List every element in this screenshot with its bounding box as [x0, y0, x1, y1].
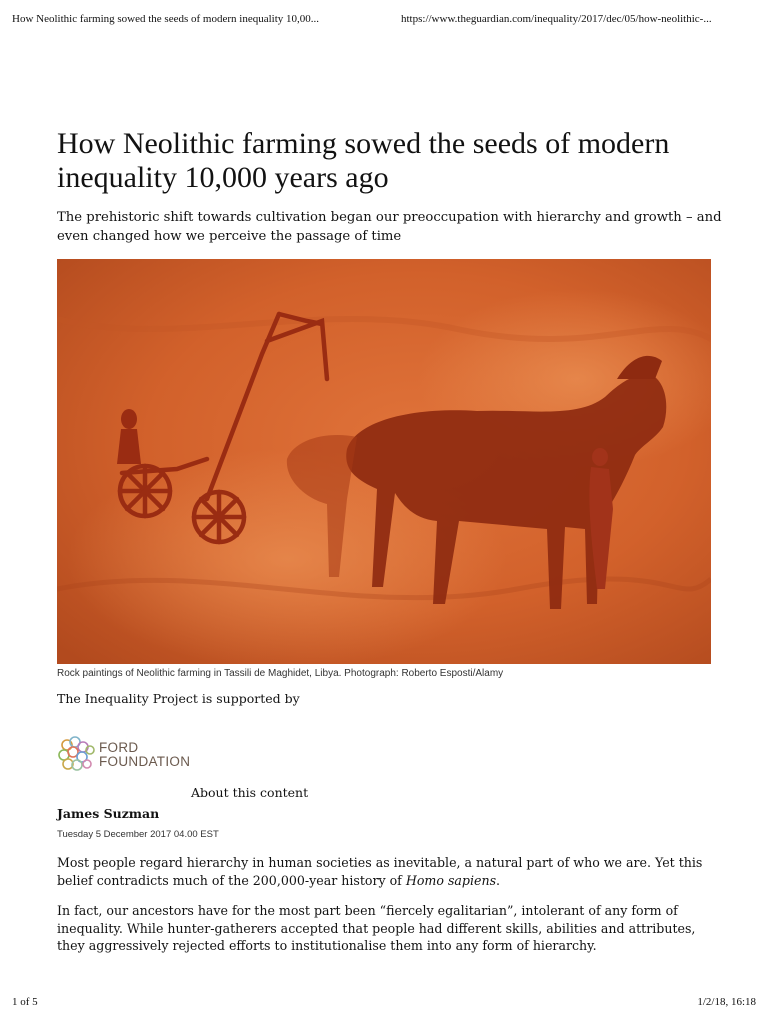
hero-rock-painting-image	[57, 259, 711, 664]
print-header	[12, 13, 756, 29]
publish-date: Tuesday 5 December 2017 04.00 EST	[57, 829, 219, 840]
author-byline[interactable]: James Suzman	[57, 806, 160, 821]
article-standfirst: The prehistoric shift towards cultivation began our preoccupation with hierarchy and growth – and even changed how we perceive the passage of time	[57, 210, 722, 244]
sponsor-name-line2: FOUNDATION	[99, 754, 191, 769]
paragraph-1-text: Most people regard hierarchy in human societies as inevitable, a natural part of who we are. Yet this belief contradicts much of the 200,000-year history of	[57, 855, 703, 888]
body-paragraph-2: In fact, our ancestors have for the most part been “fiercely egalitarian”, intolerant of any form of inequality. While hunter-gatherers accepted that people had different skills, abilities and attributes, they aggressively rejected efforts to institutionalise them into any form of hierarchy.	[57, 903, 696, 953]
sponsor-name-line1: FORD	[99, 740, 139, 755]
page-number: 1 of 5	[12, 996, 38, 1008]
print-header-url[interactable]: https://www.theguardian.com/inequality/2017/dec/05/how-neolithic-...	[401, 13, 712, 25]
print-footer	[12, 996, 756, 1012]
print-header-title: How Neolithic farming sowed the seeds of modern inequality 10,00...	[12, 13, 320, 25]
body-paragraph-1	[57, 854, 717, 889]
about-this-content-link[interactable]: About this content	[191, 785, 309, 800]
support-text: The Inequality Project is supported by	[57, 691, 300, 706]
paragraph-1-end: .	[496, 872, 501, 888]
print-datetime: 1/2/18, 16:18	[697, 996, 756, 1008]
sponsor-name[interactable]	[99, 741, 190, 769]
article-headline: How Neolithic farming sowed the seeds of modern inequality 10,000 years ago	[57, 127, 670, 194]
image-caption: Rock paintings of Neolithic farming in Tassili de Maghidet, Libya. Photograph: Roberto Esposti/Alamy	[57, 668, 504, 679]
paragraph-1-italic: Homo sapiens	[405, 872, 497, 888]
